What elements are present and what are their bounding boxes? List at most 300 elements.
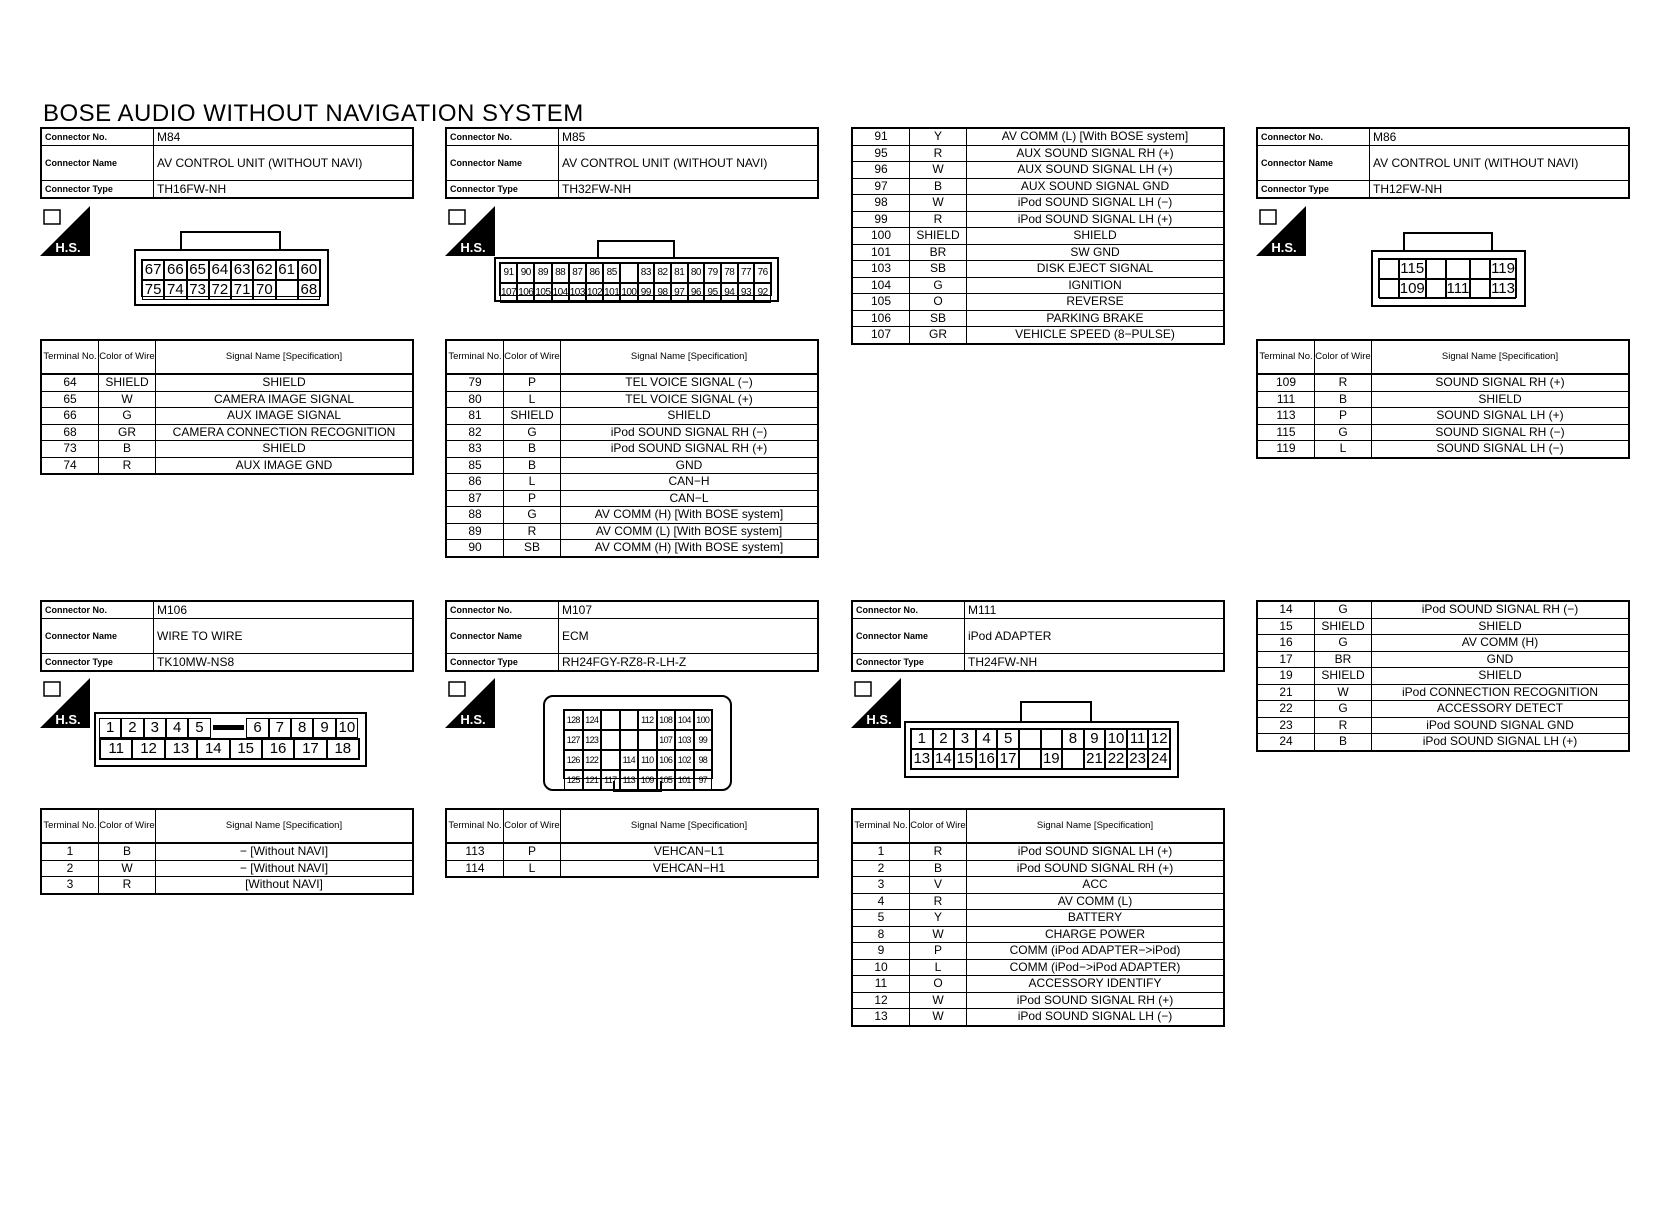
wire-color: V bbox=[910, 877, 967, 894]
connector-m107-face bbox=[543, 695, 733, 793]
signal-name: SOUND SIGNAL LH (−) bbox=[1372, 441, 1630, 458]
connector-name-label: Connector Name bbox=[446, 619, 559, 654]
svg-text:H.S.: H.S. bbox=[866, 712, 892, 727]
table-row bbox=[446, 424, 818, 441]
wire-color: L bbox=[910, 959, 967, 976]
terminal-no: 4 bbox=[852, 893, 910, 910]
signal-name: SHIELD bbox=[1372, 391, 1630, 408]
connector-header-m85 bbox=[445, 127, 819, 199]
connector-pin: 101 bbox=[603, 283, 620, 303]
signal-name: COMM (iPod−>iPod ADAPTER) bbox=[967, 959, 1225, 976]
connector-header-m107 bbox=[445, 600, 819, 672]
wire-color: B bbox=[504, 457, 561, 474]
connector-name-label: Connector Name bbox=[852, 619, 965, 654]
table-row bbox=[852, 128, 1224, 145]
connector-pin: 114 bbox=[620, 750, 639, 770]
terminal-no: 19 bbox=[1257, 668, 1315, 685]
connector-type-value: TH24FW-NH bbox=[965, 654, 1225, 672]
signal-name: SW GND bbox=[967, 244, 1225, 261]
signal-name: iPod SOUND SIGNAL LH (−) bbox=[967, 1009, 1225, 1026]
table-row bbox=[446, 391, 818, 408]
connector-pin: 11 bbox=[100, 739, 132, 759]
table-row bbox=[1257, 734, 1629, 751]
wire-color: G bbox=[1315, 424, 1372, 441]
connector-m85-face bbox=[494, 240, 780, 300]
terminal-no: 14 bbox=[1257, 601, 1315, 618]
wire-color: R bbox=[910, 211, 967, 228]
terminal-no-header: Terminal No. bbox=[41, 809, 99, 843]
connector-type-label: Connector Type bbox=[1257, 181, 1370, 199]
connector-pin: 17 bbox=[294, 739, 326, 759]
signal-name: iPod SOUND SIGNAL LH (+) bbox=[1372, 734, 1630, 751]
connector-no-label: Connector No. bbox=[41, 128, 154, 146]
connector-pin: 1 bbox=[99, 718, 121, 738]
signal-header: Signal Name [Specification] bbox=[156, 340, 414, 374]
connector-no-value: M86 bbox=[1370, 128, 1630, 146]
wire-color: G bbox=[504, 424, 561, 441]
connector-pin: 83 bbox=[638, 263, 655, 283]
wire-color: W bbox=[910, 926, 967, 943]
connector-pin: 15 bbox=[954, 749, 976, 769]
connector-pin: 127 bbox=[564, 730, 583, 750]
connector-name-value: AV CONTROL UNIT (WITHOUT NAVI) bbox=[154, 146, 414, 181]
table-row bbox=[446, 457, 818, 474]
connector-pin: 87 bbox=[569, 263, 586, 283]
connector-pin: 105 bbox=[657, 770, 676, 790]
connector-type-value: TH16FW-NH bbox=[154, 181, 414, 199]
table-row bbox=[41, 457, 413, 474]
connector-pin bbox=[1379, 259, 1399, 279]
connector-no-label: Connector No. bbox=[446, 601, 559, 619]
wire-color: R bbox=[99, 457, 156, 474]
terminal-no: 99 bbox=[852, 211, 910, 228]
harness-side-icon bbox=[445, 206, 495, 256]
connector-pin: 106 bbox=[657, 750, 676, 770]
terminal-no-header: Terminal No. bbox=[446, 340, 504, 374]
connector-header-m111 bbox=[851, 600, 1225, 672]
connector-pin bbox=[276, 280, 298, 300]
table-row bbox=[852, 959, 1224, 976]
connector-pin: 16 bbox=[262, 739, 294, 759]
wire-color: O bbox=[910, 976, 967, 993]
connector-pin: 81 bbox=[671, 263, 688, 283]
connector-no-value: M106 bbox=[154, 601, 414, 619]
table-row bbox=[852, 162, 1224, 179]
signal-name: AUX SOUND SIGNAL RH (+) bbox=[967, 145, 1225, 162]
wire-color: Y bbox=[910, 128, 967, 145]
table-row bbox=[852, 910, 1224, 927]
wire-color: B bbox=[504, 441, 561, 458]
terminal-no: 96 bbox=[852, 162, 910, 179]
table-row bbox=[41, 441, 413, 458]
signal-name: COMM (iPod ADAPTER−>iPod) bbox=[967, 943, 1225, 960]
connector-pin: 5 bbox=[997, 729, 1019, 749]
wire-color: L bbox=[504, 474, 561, 491]
connector-pin: 128 bbox=[564, 710, 583, 730]
table-row bbox=[1257, 441, 1629, 458]
wire-color: G bbox=[910, 277, 967, 294]
harness-side-icon bbox=[40, 206, 90, 256]
table-row bbox=[1257, 618, 1629, 635]
table-row bbox=[446, 523, 818, 540]
table-row bbox=[852, 893, 1224, 910]
connector-pin bbox=[601, 710, 620, 730]
connector-no-label: Connector No. bbox=[1257, 128, 1370, 146]
connector-pin bbox=[1041, 729, 1063, 749]
table-row bbox=[446, 490, 818, 507]
table-row bbox=[446, 441, 818, 458]
connector-name-value: AV CONTROL UNIT (WITHOUT NAVI) bbox=[1370, 146, 1630, 181]
connector-header-m106 bbox=[40, 600, 414, 672]
terminal-no: 16 bbox=[1257, 635, 1315, 652]
terminal-no: 98 bbox=[852, 195, 910, 212]
connector-pin: 71 bbox=[231, 280, 253, 300]
connector-pin: 10 bbox=[1105, 729, 1127, 749]
table-row bbox=[41, 374, 413, 391]
terminal-no: 104 bbox=[852, 277, 910, 294]
terminal-no: 2 bbox=[852, 860, 910, 877]
connector-pin: 102 bbox=[586, 283, 603, 303]
terminal-no: 13 bbox=[852, 1009, 910, 1026]
signal-name: iPod SOUND SIGNAL LH (+) bbox=[967, 211, 1225, 228]
connector-pin bbox=[1470, 279, 1490, 299]
signal-name: DISK EJECT SIGNAL bbox=[967, 261, 1225, 278]
connector-pin: 97 bbox=[671, 283, 688, 303]
table-row bbox=[852, 1009, 1224, 1026]
connector-name-label: Connector Name bbox=[41, 619, 154, 654]
connector-pin: 103 bbox=[569, 283, 586, 303]
table-row bbox=[852, 195, 1224, 212]
terminal-no: 119 bbox=[1257, 441, 1315, 458]
connector-pin: 67 bbox=[142, 260, 164, 280]
terminal-no: 23 bbox=[1257, 717, 1315, 734]
connector-m106-face bbox=[94, 712, 368, 768]
connector-header-m84 bbox=[40, 127, 414, 199]
table-row bbox=[446, 408, 818, 425]
signal-name: PARKING BRAKE bbox=[967, 310, 1225, 327]
signal-name: iPod SOUND SIGNAL RH (−) bbox=[561, 424, 819, 441]
color-header: Color of Wire bbox=[910, 809, 967, 843]
signal-name: iPod SOUND SIGNAL RH (+) bbox=[967, 992, 1225, 1009]
signal-name: CAMERA CONNECTION RECOGNITION bbox=[156, 424, 414, 441]
connector-pin: 112 bbox=[638, 710, 657, 730]
wire-color: W bbox=[910, 1009, 967, 1026]
terminal-no: 86 bbox=[446, 474, 504, 491]
wire-color: W bbox=[910, 992, 967, 1009]
wire-color: SB bbox=[910, 310, 967, 327]
connector-pin bbox=[620, 263, 637, 283]
table-row bbox=[852, 943, 1224, 960]
table-row bbox=[852, 261, 1224, 278]
connector-pin: 92 bbox=[754, 283, 771, 303]
connector-pin: 109 bbox=[638, 770, 657, 790]
table-row bbox=[1257, 424, 1629, 441]
wire-color: G bbox=[1315, 635, 1372, 652]
connector-m84-face bbox=[134, 231, 330, 307]
connector-pin bbox=[1062, 749, 1084, 769]
signal-header: Signal Name [Specification] bbox=[561, 340, 819, 374]
signal-name: SHIELD bbox=[1372, 618, 1630, 635]
signal-header: Signal Name [Specification] bbox=[561, 809, 819, 843]
table-row bbox=[852, 244, 1224, 261]
connector-lock-bar bbox=[211, 718, 247, 738]
connector-pin bbox=[638, 730, 657, 750]
signal-name: AV COMM (H) bbox=[1372, 635, 1630, 652]
connector-pin: 98 bbox=[654, 283, 671, 303]
wire-color: O bbox=[910, 294, 967, 311]
connector-pin: 99 bbox=[638, 283, 655, 303]
terminal-no: 89 bbox=[446, 523, 504, 540]
table-row bbox=[41, 860, 413, 877]
signal-name: GND bbox=[1372, 651, 1630, 668]
terminal-no-header: Terminal No. bbox=[1257, 340, 1315, 374]
connector-pin bbox=[601, 730, 620, 750]
signal-name: iPod SOUND SIGNAL RH (+) bbox=[967, 860, 1225, 877]
connector-pin: 8 bbox=[291, 718, 313, 738]
wire-color: P bbox=[910, 943, 967, 960]
signal-name: SHIELD bbox=[156, 374, 414, 391]
connector-pin: 18 bbox=[327, 739, 359, 759]
signal-name: VEHCAN−L1 bbox=[561, 843, 819, 860]
connector-pin: 105 bbox=[534, 283, 551, 303]
wire-color: P bbox=[504, 843, 561, 860]
signal-name: CAN−L bbox=[561, 490, 819, 507]
terminal-no: 88 bbox=[446, 507, 504, 524]
connector-pin: 99 bbox=[694, 730, 713, 750]
terminal-table-m111 bbox=[851, 808, 1225, 1027]
connector-pin: 70 bbox=[253, 280, 275, 300]
connector-pin: 5 bbox=[188, 718, 210, 738]
connector-pin: 7 bbox=[269, 718, 291, 738]
terminal-no: 105 bbox=[852, 294, 910, 311]
table-row bbox=[852, 294, 1224, 311]
table-row bbox=[1257, 391, 1629, 408]
connector-pin: 95 bbox=[704, 283, 721, 303]
wire-color: SHIELD bbox=[910, 228, 967, 245]
signal-name: SOUND SIGNAL RH (−) bbox=[1372, 424, 1630, 441]
signal-name: − [Without NAVI] bbox=[156, 860, 414, 877]
table-row bbox=[41, 391, 413, 408]
wire-color: G bbox=[1315, 701, 1372, 718]
connector-pin: 13 bbox=[911, 749, 933, 769]
signal-name: VEHICLE SPEED (8−PULSE) bbox=[967, 327, 1225, 344]
connector-pin: 102 bbox=[675, 750, 694, 770]
table-row bbox=[446, 843, 818, 860]
wire-color: W bbox=[910, 195, 967, 212]
wire-color: R bbox=[910, 145, 967, 162]
terminal-no: 9 bbox=[852, 943, 910, 960]
connector-pin: 88 bbox=[552, 263, 569, 283]
table-row bbox=[852, 228, 1224, 245]
table-row bbox=[446, 540, 818, 557]
signal-name: iPod SOUND SIGNAL LH (+) bbox=[967, 843, 1225, 860]
connector-pin: 104 bbox=[552, 283, 569, 303]
wire-color: GR bbox=[99, 424, 156, 441]
connector-type-label: Connector Type bbox=[446, 654, 559, 672]
terminal-no: 11 bbox=[852, 976, 910, 993]
connector-pin bbox=[1446, 259, 1471, 279]
connector-pin: 126 bbox=[564, 750, 583, 770]
connector-pin: 17 bbox=[997, 749, 1019, 769]
connector-pin: 15 bbox=[230, 739, 262, 759]
connector-pin: 106 bbox=[517, 283, 534, 303]
terminal-table-m111-continued bbox=[1256, 600, 1630, 752]
connector-pin: 115 bbox=[1400, 260, 1425, 277]
connector-pin: 2 bbox=[121, 718, 143, 738]
connector-type-label: Connector Type bbox=[852, 654, 965, 672]
connector-pin: 107 bbox=[500, 283, 517, 303]
connector-pin: 76 bbox=[754, 263, 771, 283]
wire-color: SHIELD bbox=[1315, 668, 1372, 685]
table-row bbox=[446, 860, 818, 877]
connector-pin bbox=[1426, 259, 1446, 279]
terminal-table-m86 bbox=[1256, 339, 1630, 459]
color-header: Color of Wire bbox=[1315, 340, 1372, 374]
signal-name: AUX IMAGE SIGNAL bbox=[156, 408, 414, 425]
table-row bbox=[1257, 601, 1629, 618]
table-row bbox=[852, 327, 1224, 344]
signal-name: iPod CONNECTION RECOGNITION bbox=[1372, 684, 1630, 701]
wire-color: SB bbox=[910, 261, 967, 278]
connector-pin: 96 bbox=[688, 283, 705, 303]
signal-header: Signal Name [Specification] bbox=[156, 809, 414, 843]
connector-pin: 113 bbox=[620, 770, 639, 790]
connector-pin: 101 bbox=[675, 770, 694, 790]
connector-pin: 117 bbox=[601, 770, 620, 790]
wire-color: P bbox=[504, 490, 561, 507]
connector-pin: 119 bbox=[1491, 260, 1515, 277]
signal-name: AUX SOUND SIGNAL GND bbox=[967, 178, 1225, 195]
table-row bbox=[446, 474, 818, 491]
terminal-no: 3 bbox=[41, 877, 99, 894]
terminal-no: 68 bbox=[41, 424, 99, 441]
signal-name: TEL VOICE SIGNAL (+) bbox=[561, 391, 819, 408]
connector-pin: 21 bbox=[1084, 749, 1106, 769]
signal-name: AV COMM (H) [With BOSE system] bbox=[561, 540, 819, 557]
terminal-no: 64 bbox=[41, 374, 99, 391]
terminal-no: 74 bbox=[41, 457, 99, 474]
table-row bbox=[41, 424, 413, 441]
terminal-no: 97 bbox=[852, 178, 910, 195]
signal-header: Signal Name [Specification] bbox=[1372, 340, 1630, 374]
connector-m86-face bbox=[1371, 232, 1527, 308]
connector-pin: 68 bbox=[298, 280, 320, 300]
connector-pin: 121 bbox=[583, 770, 602, 790]
connector-pin: 75 bbox=[142, 280, 164, 300]
connector-pin bbox=[1379, 279, 1399, 299]
connector-pin: 123 bbox=[583, 730, 602, 750]
signal-name: CHARGE POWER bbox=[967, 926, 1225, 943]
connector-pin: 108 bbox=[657, 710, 676, 730]
signal-name: ACCESSORY DETECT bbox=[1372, 701, 1630, 718]
terminal-no: 17 bbox=[1257, 651, 1315, 668]
color-header: Color of Wire bbox=[99, 809, 156, 843]
connector-pin: 9 bbox=[313, 718, 335, 738]
connector-pin: 14 bbox=[933, 749, 955, 769]
connector-m111-face bbox=[904, 701, 1180, 779]
wire-color: R bbox=[1315, 374, 1372, 391]
connector-pin bbox=[1019, 749, 1041, 769]
terminal-no: 5 bbox=[852, 910, 910, 927]
connector-pin: 12 bbox=[132, 739, 164, 759]
connector-pin: 111 bbox=[1446, 280, 1470, 297]
connector-name-value: iPod ADAPTER bbox=[965, 619, 1225, 654]
connector-name-value: ECM bbox=[559, 619, 819, 654]
terminal-no-header: Terminal No. bbox=[852, 809, 910, 843]
connector-pin: 11 bbox=[1127, 729, 1149, 749]
connector-type-value: TH12FW-NH bbox=[1370, 181, 1630, 199]
connector-pin bbox=[1426, 279, 1446, 299]
harness-side-icon bbox=[851, 678, 901, 728]
color-header: Color of Wire bbox=[99, 340, 156, 374]
terminal-no: 90 bbox=[446, 540, 504, 557]
table-row bbox=[1257, 635, 1629, 652]
signal-name: GND bbox=[561, 457, 819, 474]
terminal-no: 114 bbox=[446, 860, 504, 877]
signal-name: SHIELD bbox=[561, 408, 819, 425]
signal-name: AV COMM (L) [With BOSE system] bbox=[561, 523, 819, 540]
wire-color: G bbox=[504, 507, 561, 524]
wire-color: R bbox=[1315, 717, 1372, 734]
page-title: BOSE AUDIO WITHOUT NAVIGATION SYSTEM bbox=[43, 100, 584, 127]
harness-side-icon bbox=[40, 678, 90, 728]
connector-pin: 90 bbox=[517, 263, 534, 283]
table-row bbox=[1257, 651, 1629, 668]
terminal-no: 81 bbox=[446, 408, 504, 425]
connector-pin: 8 bbox=[1062, 729, 1084, 749]
terminal-no: 1 bbox=[852, 843, 910, 860]
connector-pin: 80 bbox=[688, 263, 705, 283]
wire-color: R bbox=[99, 877, 156, 894]
table-row bbox=[852, 976, 1224, 993]
connector-type-value: TH32FW-NH bbox=[559, 181, 819, 199]
connector-pin: 16 bbox=[976, 749, 998, 769]
terminal-table-m107 bbox=[445, 808, 819, 878]
terminal-no: 66 bbox=[41, 408, 99, 425]
table-row bbox=[1257, 684, 1629, 701]
signal-name: [Without NAVI] bbox=[156, 877, 414, 894]
wire-color: P bbox=[504, 374, 561, 391]
table-row bbox=[1257, 717, 1629, 734]
wire-color: SHIELD bbox=[504, 408, 561, 425]
signal-name: − [Without NAVI] bbox=[156, 843, 414, 860]
signal-name: AV COMM (H) [With BOSE system] bbox=[561, 507, 819, 524]
connector-name-value: WIRE TO WIRE bbox=[154, 619, 414, 654]
wire-color: B bbox=[1315, 734, 1372, 751]
terminal-table-m85-continued bbox=[851, 127, 1225, 345]
terminal-no: 8 bbox=[852, 926, 910, 943]
connector-pin: 82 bbox=[654, 263, 671, 283]
connector-pin: 107 bbox=[657, 730, 676, 750]
connector-pin: 23 bbox=[1127, 749, 1149, 769]
connector-pin: 19 bbox=[1041, 749, 1063, 769]
connector-pin: 72 bbox=[209, 280, 231, 300]
signal-name: ACC bbox=[967, 877, 1225, 894]
wire-color: R bbox=[504, 523, 561, 540]
table-row bbox=[852, 178, 1224, 195]
terminal-no: 113 bbox=[446, 843, 504, 860]
connector-pin: 74 bbox=[164, 280, 186, 300]
terminal-no: 115 bbox=[1257, 424, 1315, 441]
harness-side-icon bbox=[445, 678, 495, 728]
wire-color: BR bbox=[1315, 651, 1372, 668]
connector-pin: 4 bbox=[166, 718, 188, 738]
signal-name: AUX SOUND SIGNAL LH (+) bbox=[967, 162, 1225, 179]
wire-color: G bbox=[1315, 601, 1372, 618]
color-header: Color of Wire bbox=[504, 340, 561, 374]
terminal-no: 1 bbox=[41, 843, 99, 860]
connector-pin bbox=[601, 750, 620, 770]
